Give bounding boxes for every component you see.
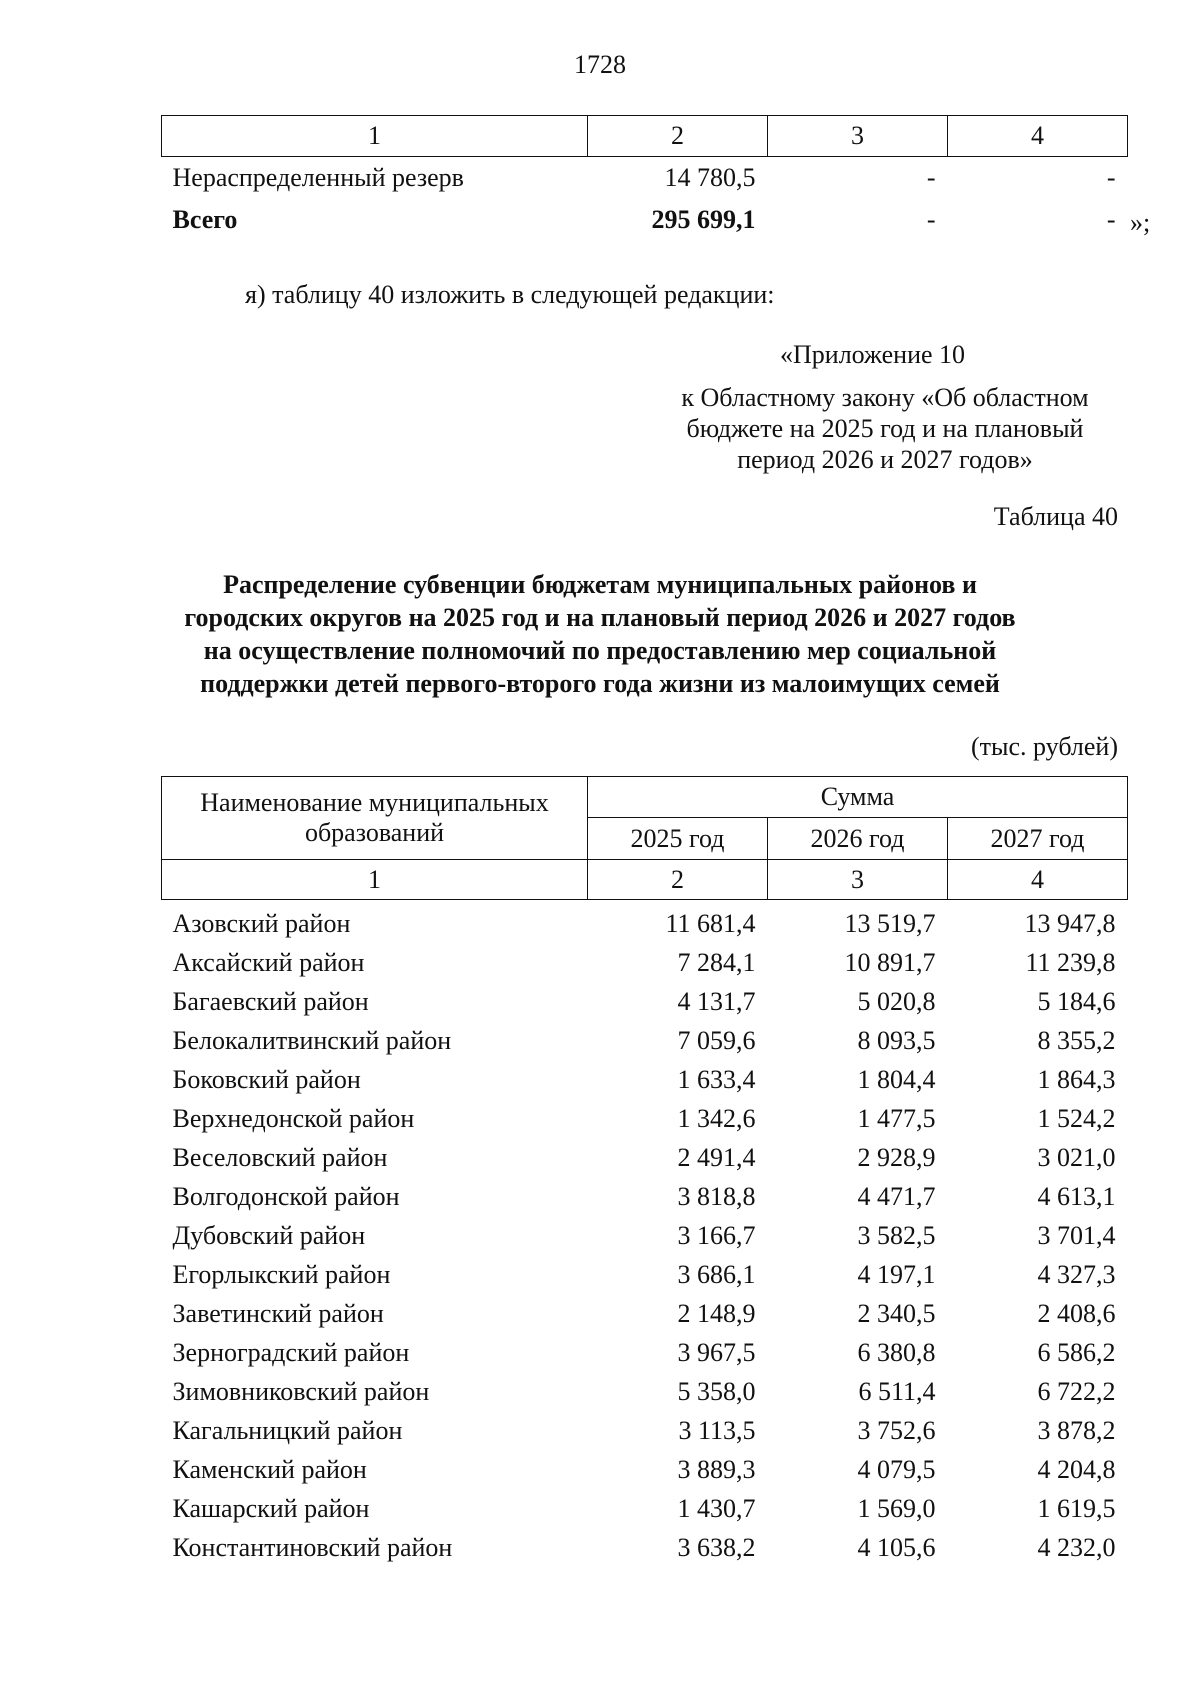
table-row xyxy=(162,1060,1128,1099)
table-body xyxy=(162,900,1128,1568)
table-title xyxy=(160,568,1040,700)
column-number: 1 xyxy=(162,860,588,900)
row-name: Аксайский район xyxy=(172,947,365,977)
value-2025: 11 681,4 xyxy=(665,908,756,938)
header-year: 2027 год xyxy=(948,818,1128,860)
table-row xyxy=(162,1021,1128,1060)
value-2026: 3 582,5 xyxy=(857,1220,936,1250)
header-municipality xyxy=(162,777,588,860)
row-name: Зимовниковский район xyxy=(172,1376,430,1406)
table-row xyxy=(162,982,1128,1021)
law-reference-line: бюджете на 2025 год и на плановый xyxy=(686,414,1084,443)
row-name: Дубовский район xyxy=(172,1220,366,1250)
table-row xyxy=(162,1255,1128,1294)
value-2027: 4 232,0 xyxy=(1037,1532,1116,1562)
title-line: на осуществление полномочий по предоставлению мер социальной xyxy=(203,636,997,665)
row-name: Заветинский район xyxy=(172,1298,384,1328)
column-number: 3 xyxy=(768,116,948,157)
table-row xyxy=(162,900,1128,944)
value-2027: 6 722,2 xyxy=(1037,1376,1116,1406)
title-line: Распределение субвенции бюджетам муниципальных районов и xyxy=(223,570,977,599)
value-2027: 13 947,8 xyxy=(1024,908,1116,938)
row-name: Кашарский район xyxy=(172,1493,370,1523)
closing-quote-mark: »; xyxy=(1130,208,1151,237)
table-row xyxy=(162,943,1128,982)
value-2026: 1 804,4 xyxy=(857,1064,936,1094)
value-2027: 3 021,0 xyxy=(1037,1142,1116,1172)
value-2027: 1 864,3 xyxy=(1037,1064,1116,1094)
value-2027: 4 204,8 xyxy=(1037,1454,1116,1484)
row-name: Егорлыкский район xyxy=(172,1259,391,1289)
row-name: Белокалитвинский район xyxy=(172,1025,452,1055)
value-2025: 3 818,8 xyxy=(677,1181,756,1211)
value-2025: 3 113,5 xyxy=(678,1415,756,1445)
value-2025: 2 148,9 xyxy=(677,1298,756,1328)
value-2027: 3 701,4 xyxy=(1037,1220,1116,1250)
value-2027: 1 619,5 xyxy=(1037,1493,1116,1523)
instruction-text: я) таблицу 40 изложить в следующей редакции: xyxy=(245,280,775,309)
value-2025: 3 638,2 xyxy=(677,1532,756,1562)
value-2025: 3 967,5 xyxy=(677,1337,756,1367)
value-2026: 4 079,5 xyxy=(857,1454,936,1484)
row-name: Зерноградский район xyxy=(172,1337,410,1367)
value-2026: 2 928,9 xyxy=(857,1142,936,1172)
law-reference-line: к Областному закону «Об областном xyxy=(681,383,1089,412)
value-2025: 3 166,7 xyxy=(677,1220,756,1250)
continuation-table xyxy=(161,115,1128,241)
value-2026: 1 477,5 xyxy=(857,1103,936,1133)
header-year: 2026 год xyxy=(768,818,948,860)
value-2027: - xyxy=(1106,205,1116,234)
column-number: 2 xyxy=(588,116,768,157)
value-2025: 7 284,1 xyxy=(677,947,756,977)
total-row xyxy=(162,199,1128,241)
appendix-heading: «Приложение 10 xyxy=(780,340,966,369)
row-name: Каменский район xyxy=(172,1454,367,1484)
value-2025: 1 633,4 xyxy=(677,1064,756,1094)
header-name-line: Наименование муниципальных xyxy=(200,788,549,817)
table-row xyxy=(162,1294,1128,1333)
value-2027: 2 408,6 xyxy=(1037,1298,1116,1328)
value-2025: 7 059,6 xyxy=(677,1025,756,1055)
table-row xyxy=(162,1333,1128,1372)
title-line: поддержки детей первого-второго года жизни из малоимущих семей xyxy=(200,669,1000,698)
header-row xyxy=(162,777,1128,818)
table-row xyxy=(162,1528,1128,1567)
column-number: 1 xyxy=(162,116,588,157)
value-2027: 3 878,2 xyxy=(1037,1415,1116,1445)
value-2027: 11 239,8 xyxy=(1025,947,1116,977)
row-name: Кагальницкий район xyxy=(172,1415,403,1445)
value-2026: 8 093,5 xyxy=(857,1025,936,1055)
row-name: Нераспределенный резерв xyxy=(172,163,464,192)
table-label: Таблица 40 xyxy=(993,502,1118,531)
value-2025: 3 889,3 xyxy=(677,1454,756,1484)
value-2026: 13 519,7 xyxy=(844,908,936,938)
value-2026: 6 511,4 xyxy=(858,1376,936,1406)
value-2025: 1 342,6 xyxy=(677,1103,756,1133)
row-name: Веселовский район xyxy=(172,1142,388,1172)
row-name: Азовский район xyxy=(172,908,351,938)
value-2026: 4 471,7 xyxy=(857,1181,936,1211)
table-row xyxy=(162,1372,1128,1411)
table-row xyxy=(162,1450,1128,1489)
title-line: городских округов на 2025 год и на плановый период 2026 и 2027 годов xyxy=(184,603,1016,632)
value-2025: 4 131,7 xyxy=(677,986,756,1016)
value-2026: - xyxy=(926,163,936,192)
row-name: Верхнедонской район xyxy=(172,1103,415,1133)
value-2027: 4 327,3 xyxy=(1037,1259,1116,1289)
value-2026: - xyxy=(926,205,936,234)
row-name: Всего xyxy=(172,205,238,234)
value-2026: 3 752,6 xyxy=(857,1415,936,1445)
table-row xyxy=(162,1411,1128,1450)
law-reference-line: период 2026 и 2027 годов» xyxy=(737,445,1033,474)
value-2025: 14 780,5 xyxy=(664,163,756,192)
units-label: (тыс. рублей) xyxy=(970,732,1118,761)
column-number-row xyxy=(162,116,1128,157)
value-2027: 6 586,2 xyxy=(1037,1337,1116,1367)
subvention-table xyxy=(161,776,1128,1567)
value-2025: 295 699,1 xyxy=(651,205,756,234)
value-2026: 10 891,7 xyxy=(844,947,936,977)
value-2027: 1 524,2 xyxy=(1037,1103,1116,1133)
row-name: Волгодонской район xyxy=(172,1181,400,1211)
table-row xyxy=(162,1489,1128,1528)
table-row xyxy=(162,1099,1128,1138)
value-2025: 5 358,0 xyxy=(677,1376,756,1406)
column-number: 3 xyxy=(768,860,948,900)
row-name: Багаевский район xyxy=(172,986,369,1016)
table-row xyxy=(162,1216,1128,1255)
value-2026: 4 105,6 xyxy=(857,1532,936,1562)
value-2026: 2 340,5 xyxy=(857,1298,936,1328)
value-2027: 5 184,6 xyxy=(1037,986,1116,1016)
value-2025: 1 430,7 xyxy=(677,1493,756,1523)
value-2027: 4 613,1 xyxy=(1037,1181,1116,1211)
value-2026: 4 197,1 xyxy=(857,1259,936,1289)
column-number-row xyxy=(162,860,1128,900)
value-2027: - xyxy=(1106,163,1116,192)
value-2026: 6 380,8 xyxy=(857,1337,936,1367)
column-number: 4 xyxy=(948,116,1128,157)
table-row xyxy=(162,157,1128,200)
header-name-line: образований xyxy=(304,818,445,847)
value-2025: 3 686,1 xyxy=(677,1259,756,1289)
value-2025: 2 491,4 xyxy=(677,1142,756,1172)
value-2026: 5 020,8 xyxy=(857,986,936,1016)
page-number: 1728 xyxy=(574,50,626,79)
table-row xyxy=(162,1138,1128,1177)
value-2026: 1 569,0 xyxy=(857,1493,936,1523)
row-name: Боковский район xyxy=(172,1064,361,1094)
table-row xyxy=(162,1177,1128,1216)
header-sum: Сумма xyxy=(588,777,1128,818)
column-number: 4 xyxy=(948,860,1128,900)
header-year: 2025 год xyxy=(588,818,768,860)
row-name: Константиновский район xyxy=(172,1532,453,1562)
value-2027: 8 355,2 xyxy=(1037,1025,1116,1055)
column-number: 2 xyxy=(588,860,768,900)
law-reference xyxy=(650,382,1120,475)
